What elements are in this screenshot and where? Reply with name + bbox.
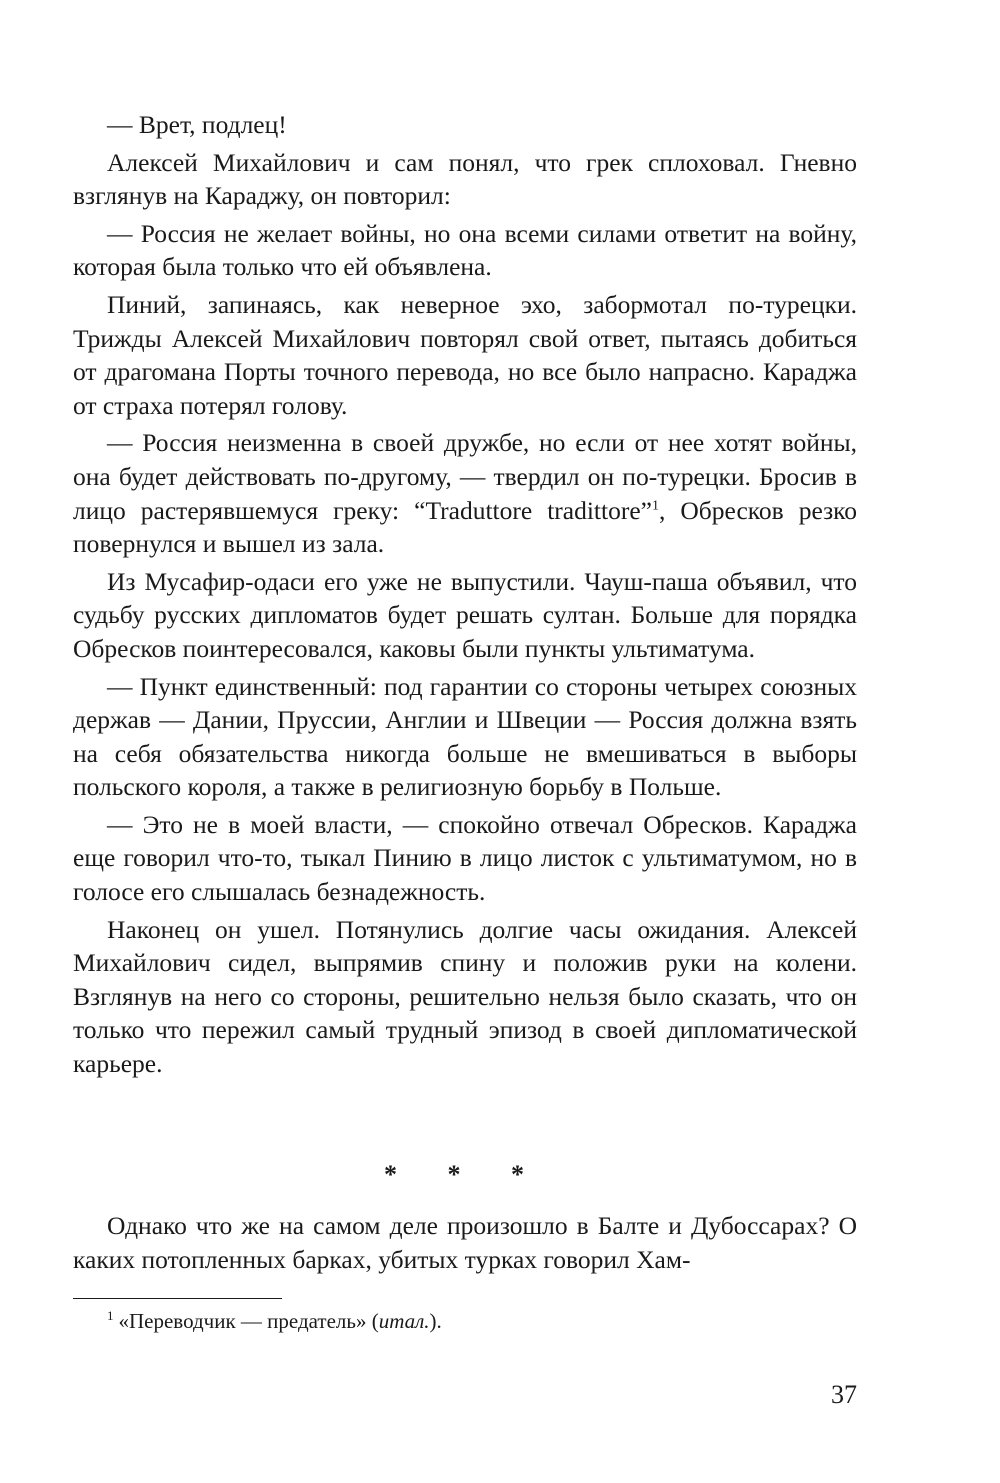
paragraph: Однако что же на самом деле произошло в Балте и Дубоссарах? О каких потопленных барках, убитых турках говорил Хам- <box>73 1211 857 1274</box>
page-number: 37 <box>831 1380 857 1409</box>
footnote <box>107 1306 857 1336</box>
paragraph: — Россия не желает войны, но она всеми силами ответит на войну, которая была только что ей объявлена. <box>73 218 857 282</box>
footnote-text: «Переводчик — предатель» ( <box>118 1309 379 1333</box>
paragraph-with-footnote <box>73 426 857 560</box>
footnote-reference: 1 <box>651 498 659 514</box>
paragraph: Пиний, запинаясь, как неверное эхо, забормотал по-турецки. Трижды Алексей Михайлович повторял свой ответ, пытаясь добиться от драгомана Порты точного перевода, но все было напрасно. Караджа от страха потерял голову. <box>73 289 857 420</box>
section-separator: * * * <box>384 1160 546 1189</box>
footnote-number: 1 <box>107 1308 114 1323</box>
paragraph-text: , Обресков резко повернулся и вышел из зала. <box>73 495 857 559</box>
paragraph: Наконец он ушел. Потянулись долгие часы ожидания. Алексей Михайлович сидел, выпрямив спину и положив руки на колени. Взглянув на него со стороны, решительно нельзя было сказать, что он только что пережил самый трудный эпизод в своей дипломатической карьере. <box>73 914 857 1079</box>
paragraph: Алексей Михайлович и сам понял, что грек сплоховал. Гневно взглянув на Караджу, он повторил: <box>73 147 857 211</box>
paragraph: — Это не в моей власти, — спокойно отвечал Обресков. Караджа еще говорил что-то, тыкал Пинию в лицо листок с ультиматумом, но в голосе его слышалась безнадежность. <box>73 809 857 907</box>
paragraph: — Врет, подлец! <box>107 110 287 139</box>
paragraph: Из Мусафир-одаси его уже не выпустили. Чауш-паша объявил, что судьбу русских дипломатов будет решать султан. Больше для порядка Обресков поинтересовался, каковы были пункты ультиматума. <box>73 566 857 663</box>
footnote-closing: ). <box>429 1309 442 1333</box>
footnote-divider <box>73 1298 282 1299</box>
section-continuation <box>73 1209 857 1276</box>
paragraph: — Пункт единственный: под гарантии со стороны четырех союзных держав — Дании, Пруссии, Англии и Швеции — Россия должна взять на себя обязательства никогда больше не вмешиваться в выборы польского короля, а также в религиозную борьбу в Польше. <box>73 671 857 802</box>
paragraph-text: — Россия неизменна в своей дружбе, но если от нее хотят войны, она будет действовать по-другому, — твердил он по-турецки. Бросив в лицо растерявшемуся греку: “Traduttore tradittore” <box>73 428 857 525</box>
footnote-italic: итал. <box>378 1309 430 1333</box>
page-body <box>73 108 857 1081</box>
